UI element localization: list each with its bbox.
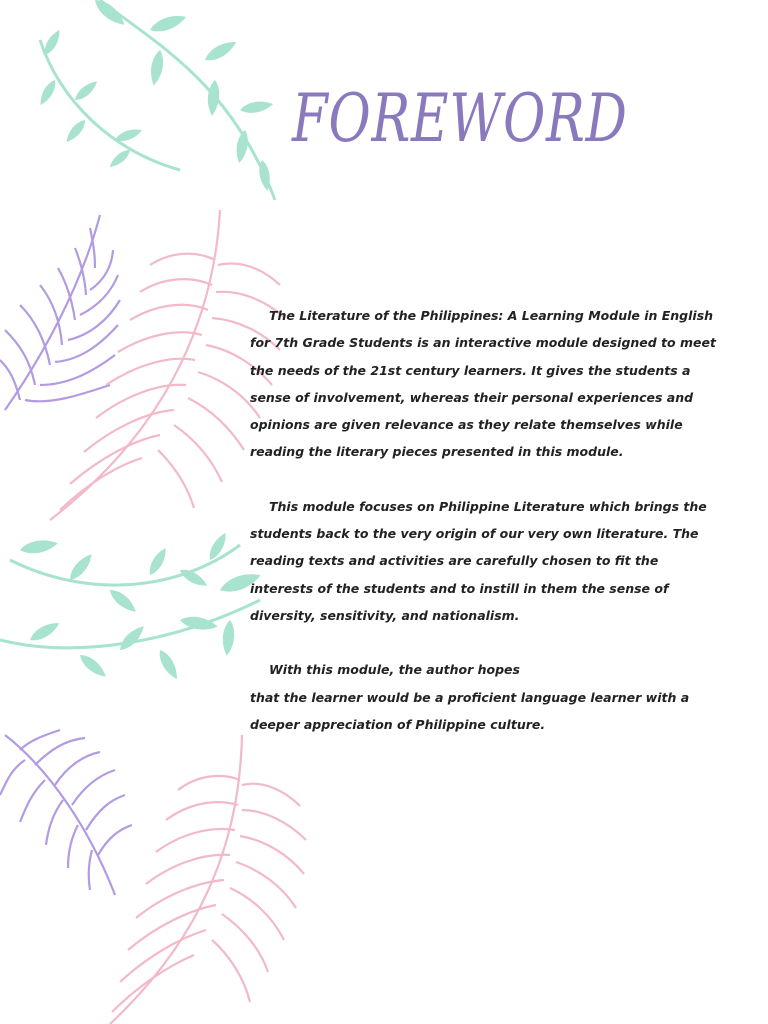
foreword-title: FOREWORD bbox=[292, 80, 628, 157]
foreword-paragraph-3 bbox=[250, 656, 725, 738]
foreword-paragraph-3-line-2: that the learner would be a proficient language learner with a deeper appreciation of Philippine culture. bbox=[250, 689, 690, 732]
lavender-frond-1 bbox=[0, 215, 120, 410]
foreword-paragraph-2: This module focuses on Philippine Literature which brings the students back to the very origin of our very own literature. The reading texts and activities are carefully chosen to fit the interests of the students and to instill in them the sense of diversity, sensitivity, and nationalism. bbox=[250, 498, 707, 623]
foreword-body bbox=[250, 302, 725, 738]
foreword-paragraph-3-line-1: With this module, the author hopes bbox=[269, 662, 520, 678]
foreword-paragraph-1: The Literature of the Philippines: A Learning Module in English for 7th Grade Students is an interactive module designed to meet the needs of the 21st century learners. It gives the students a sense of involvement, whereas their personal experiences and opinions are given relevance as they relate themselves while reading the literary pieces presented in this module. bbox=[250, 308, 716, 460]
pink-frond-2 bbox=[110, 735, 306, 1024]
lavender-frond-2 bbox=[0, 730, 132, 895]
